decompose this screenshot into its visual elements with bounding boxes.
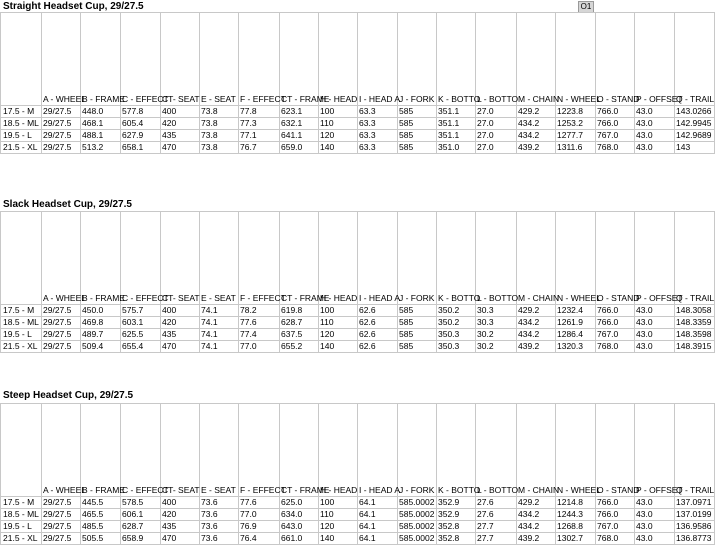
size-cell[interactable]: 18.5 - ML [1, 317, 42, 329]
data-cell[interactable]: 434.2 [517, 118, 556, 130]
data-cell[interactable]: 62.6 [358, 341, 398, 353]
header-cell[interactable]: CT- SEAT [161, 212, 200, 305]
data-cell[interactable]: 120 [319, 329, 358, 341]
table-row [1, 317, 715, 329]
data-cell[interactable]: 658.1 [121, 142, 161, 154]
data-cell[interactable]: 585 [398, 329, 437, 341]
data-cell[interactable]: 632.1 [280, 118, 319, 130]
table-row [1, 509, 715, 521]
data-cell[interactable]: 505.5 [81, 533, 121, 545]
data-cell[interactable]: 445.5 [81, 497, 121, 509]
section-title-steep: Steep Headset Cup, 29/27.5 [3, 390, 134, 401]
data-cell[interactable]: 43.0 [635, 118, 675, 130]
header-cell[interactable]: O - STAND [596, 212, 635, 305]
data-cell[interactable]: 434.2 [517, 317, 556, 329]
header-cell[interactable]: B - FRAME [81, 13, 121, 106]
data-cell[interactable]: 100 [319, 497, 358, 509]
data-cell[interactable]: 585.0002 [398, 509, 437, 521]
data-cell[interactable]: 29/27.5 [42, 497, 81, 509]
header-cell[interactable]: A - WHEEL [42, 212, 81, 305]
data-cell[interactable]: 100 [319, 106, 358, 118]
data-cell[interactable]: 400 [161, 106, 200, 118]
data-cell[interactable]: 27.0 [476, 142, 517, 154]
data-cell[interactable]: 74.1 [200, 305, 239, 317]
data-cell[interactable]: 77.8 [239, 106, 280, 118]
data-cell[interactable]: 768.0 [596, 142, 635, 154]
data-cell[interactable]: 148.3598 [675, 329, 715, 341]
header-cell[interactable]: F - EFFECT [239, 212, 280, 305]
table-row [1, 142, 715, 154]
data-cell[interactable]: 766.0 [596, 118, 635, 130]
data-cell[interactable]: 643.0 [280, 521, 319, 533]
data-cell[interactable]: 625.5 [121, 329, 161, 341]
data-cell[interactable]: 420 [161, 118, 200, 130]
data-cell[interactable]: 27.6 [476, 509, 517, 521]
data-cell[interactable]: 606.1 [121, 509, 161, 521]
data-cell[interactable]: 76.9 [239, 521, 280, 533]
data-cell[interactable]: 768.0 [596, 533, 635, 545]
header-cell[interactable]: I - HEAD A [358, 212, 398, 305]
data-cell[interactable]: 628.7 [121, 521, 161, 533]
data-cell[interactable]: 30.3 [476, 317, 517, 329]
data-cell[interactable]: 64.1 [358, 533, 398, 545]
data-cell[interactable]: 603.1 [121, 317, 161, 329]
data-cell[interactable]: 429.2 [517, 106, 556, 118]
data-cell[interactable]: 352.9 [437, 509, 476, 521]
data-cell[interactable]: 63.3 [358, 118, 398, 130]
data-cell[interactable]: 43.0 [635, 533, 675, 545]
data-cell[interactable]: 661.0 [280, 533, 319, 545]
header-cell[interactable]: J - FORK [398, 404, 437, 497]
data-cell[interactable]: 110 [319, 118, 358, 130]
table-row [1, 118, 715, 130]
size-cell[interactable]: 19.5 - L [1, 130, 42, 142]
data-cell[interactable]: 450.0 [81, 305, 121, 317]
data-cell[interactable]: 120 [319, 521, 358, 533]
data-cell[interactable]: 435 [161, 130, 200, 142]
size-cell[interactable]: 19.5 - L [1, 329, 42, 341]
data-cell[interactable]: 465.5 [81, 509, 121, 521]
header-cell[interactable]: Q - TRAIL [675, 13, 715, 106]
header-row [1, 404, 715, 497]
data-cell[interactable]: 351.1 [437, 118, 476, 130]
data-cell[interactable]: 658.9 [121, 533, 161, 545]
header-cell[interactable]: N - WHEEL [556, 212, 596, 305]
data-cell[interactable]: 767.0 [596, 329, 635, 341]
header-cell[interactable]: H - HEAD [319, 13, 358, 106]
data-cell[interactable]: 585 [398, 130, 437, 142]
header-cell[interactable]: P - OFFSET [635, 212, 675, 305]
data-cell[interactable]: 434.2 [517, 130, 556, 142]
data-cell[interactable]: 29/27.5 [42, 329, 81, 341]
data-cell[interactable]: 78.2 [239, 305, 280, 317]
header-cell[interactable]: O - STAND [596, 404, 635, 497]
data-cell[interactable]: 77.6 [239, 497, 280, 509]
header-cell[interactable]: A - WHEEL [42, 13, 81, 106]
data-cell[interactable]: 585.0002 [398, 533, 437, 545]
data-cell[interactable]: 623.1 [280, 106, 319, 118]
data-cell[interactable]: 43.0 [635, 497, 675, 509]
header-cell[interactable]: CT- SEAT [161, 13, 200, 106]
data-cell[interactable]: 1261.9 [556, 317, 596, 329]
data-cell[interactable]: 74.1 [200, 329, 239, 341]
header-cell[interactable]: H - HEAD [319, 404, 358, 497]
data-cell[interactable]: 76.7 [239, 142, 280, 154]
data-cell[interactable]: 627.9 [121, 130, 161, 142]
data-cell[interactable]: 1311.6 [556, 142, 596, 154]
data-cell[interactable]: 29/27.5 [42, 142, 81, 154]
data-cell[interactable]: 76.4 [239, 533, 280, 545]
data-cell[interactable]: 77.0 [239, 509, 280, 521]
data-cell[interactable]: 73.8 [200, 142, 239, 154]
data-cell[interactable]: 1253.2 [556, 118, 596, 130]
data-cell[interactable]: 73.6 [200, 533, 239, 545]
data-cell[interactable]: 140 [319, 341, 358, 353]
data-cell[interactable]: 63.3 [358, 142, 398, 154]
data-cell[interactable]: 434.2 [517, 509, 556, 521]
data-cell[interactable]: 140 [319, 533, 358, 545]
size-cell[interactable]: 21.5 - XL [1, 533, 42, 545]
header-cell[interactable]: H - HEAD [319, 212, 358, 305]
header-cell[interactable]: C - EFFECT [121, 13, 161, 106]
table-row [1, 329, 715, 341]
data-cell[interactable]: 143.0266 [675, 106, 715, 118]
data-cell[interactable]: 485.5 [81, 521, 121, 533]
data-cell[interactable]: 1223.8 [556, 106, 596, 118]
table-row [1, 106, 715, 118]
data-cell[interactable]: 352.8 [437, 521, 476, 533]
data-cell[interactable]: 585 [398, 142, 437, 154]
header-cell[interactable]: O - STAND [596, 13, 635, 106]
header-cell[interactable]: M - CHAIN [517, 212, 556, 305]
data-cell[interactable]: 63.3 [358, 130, 398, 142]
header-cell[interactable]: L - BOTTO [476, 212, 517, 305]
header-cell[interactable]: E - SEAT [200, 13, 239, 106]
data-cell[interactable]: 136.8773 [675, 533, 715, 545]
data-cell[interactable]: 148.3359 [675, 317, 715, 329]
data-cell[interactable]: 43.0 [635, 130, 675, 142]
data-cell[interactable]: 352.8 [437, 533, 476, 545]
header-cell[interactable]: I - HEAD A [358, 13, 398, 106]
data-cell[interactable]: 766.0 [596, 106, 635, 118]
data-cell[interactable]: 62.6 [358, 305, 398, 317]
data-cell[interactable]: 400 [161, 305, 200, 317]
data-cell[interactable]: 470 [161, 533, 200, 545]
data-cell[interactable]: 655.2 [280, 341, 319, 353]
data-cell[interactable]: 1320.3 [556, 341, 596, 353]
size-cell[interactable]: 17.5 - M [1, 497, 42, 509]
size-cell[interactable]: 18.5 - ML [1, 118, 42, 130]
data-cell[interactable]: 435 [161, 521, 200, 533]
table-row [1, 130, 715, 142]
header-cell[interactable]: CT - FRAME [280, 13, 319, 106]
data-cell[interactable]: 120 [319, 130, 358, 142]
data-cell[interactable]: 137.0199 [675, 509, 715, 521]
data-cell[interactable]: 140 [319, 142, 358, 154]
data-cell[interactable]: 1244.3 [556, 509, 596, 521]
data-cell[interactable]: 352.9 [437, 497, 476, 509]
header-row [1, 13, 715, 106]
data-cell[interactable]: 73.8 [200, 106, 239, 118]
section-title-straight: Straight Headset Cup, 29/27.5 [3, 1, 144, 12]
data-cell[interactable]: 143 [675, 142, 715, 154]
data-cell[interactable]: 641.1 [280, 130, 319, 142]
data-cell[interactable]: 619.8 [280, 305, 319, 317]
header-cell[interactable]: P - OFFSET [635, 13, 675, 106]
data-cell[interactable]: 350.3 [437, 329, 476, 341]
data-cell[interactable]: 74.1 [200, 317, 239, 329]
data-cell[interactable]: 1268.8 [556, 521, 596, 533]
data-cell[interactable]: 585 [398, 106, 437, 118]
data-cell[interactable]: 62.6 [358, 329, 398, 341]
data-cell[interactable]: 766.0 [596, 317, 635, 329]
header-cell[interactable]: B - FRAME [81, 404, 121, 497]
data-cell[interactable]: 350.2 [437, 305, 476, 317]
data-cell[interactable]: 766.0 [596, 305, 635, 317]
header-cell[interactable]: K - BOTTO [437, 212, 476, 305]
data-cell[interactable]: 74.1 [200, 341, 239, 353]
data-cell[interactable]: 29/27.5 [42, 305, 81, 317]
data-cell[interactable]: 27.0 [476, 130, 517, 142]
size-cell[interactable]: 17.5 - M [1, 305, 42, 317]
data-cell[interactable]: 29/27.5 [42, 521, 81, 533]
header-cell[interactable]: L - BOTTO [476, 404, 517, 497]
data-cell[interactable]: 585.0002 [398, 497, 437, 509]
data-cell[interactable]: 110 [319, 317, 358, 329]
header-row [1, 212, 715, 305]
data-cell[interactable]: 27.7 [476, 521, 517, 533]
data-cell[interactable]: 77.6 [239, 317, 280, 329]
table-row [1, 341, 715, 353]
data-cell[interactable]: 488.1 [81, 130, 121, 142]
data-cell[interactable]: 420 [161, 317, 200, 329]
header-cell[interactable]: A - WHEEL [42, 404, 81, 497]
data-cell[interactable]: 62.6 [358, 317, 398, 329]
data-cell[interactable]: 577.8 [121, 106, 161, 118]
data-cell[interactable]: 766.0 [596, 509, 635, 521]
data-cell[interactable]: 43.0 [635, 509, 675, 521]
header-cell[interactable]: P - OFFSET [635, 404, 675, 497]
size-cell[interactable]: 21.5 - XL [1, 142, 42, 154]
data-cell[interactable]: 575.7 [121, 305, 161, 317]
data-cell[interactable]: 767.0 [596, 521, 635, 533]
data-cell[interactable]: 29/27.5 [42, 317, 81, 329]
data-cell[interactable]: 439.2 [517, 341, 556, 353]
data-cell[interactable]: 578.5 [121, 497, 161, 509]
data-cell[interactable]: 43.0 [635, 521, 675, 533]
data-cell[interactable]: 73.6 [200, 521, 239, 533]
data-cell[interactable]: 768.0 [596, 341, 635, 353]
header-cell[interactable]: F - EFFECT [239, 13, 280, 106]
data-cell[interactable]: 435 [161, 329, 200, 341]
section-title-slack: Slack Headset Cup, 29/27.5 [3, 199, 132, 210]
header-cell[interactable] [1, 404, 42, 497]
data-cell[interactable]: 43.0 [635, 341, 675, 353]
data-cell[interactable]: 27.7 [476, 533, 517, 545]
header-cell[interactable]: K - BOTTO [437, 404, 476, 497]
data-cell[interactable]: 27.0 [476, 118, 517, 130]
data-cell[interactable]: 73.8 [200, 130, 239, 142]
geometry-table-steep [0, 403, 715, 545]
header-cell[interactable]: I - HEAD A [358, 404, 398, 497]
data-cell[interactable]: 77.3 [239, 118, 280, 130]
data-cell[interactable]: 509.4 [81, 341, 121, 353]
data-cell[interactable]: 429.2 [517, 497, 556, 509]
data-cell[interactable]: 1286.4 [556, 329, 596, 341]
data-cell[interactable]: 439.2 [517, 533, 556, 545]
data-cell[interactable]: 350.3 [437, 341, 476, 353]
data-cell[interactable]: 434.2 [517, 329, 556, 341]
data-cell[interactable]: 73.6 [200, 497, 239, 509]
table-row [1, 533, 715, 545]
data-cell[interactable]: 30.2 [476, 329, 517, 341]
table-row [1, 521, 715, 533]
data-cell[interactable]: 1214.8 [556, 497, 596, 509]
data-cell[interactable]: 142.9689 [675, 130, 715, 142]
data-cell[interactable]: 64.1 [358, 497, 398, 509]
header-cell[interactable] [1, 13, 42, 106]
data-cell[interactable]: 429.2 [517, 305, 556, 317]
data-cell[interactable]: 637.5 [280, 329, 319, 341]
data-cell[interactable]: 30.3 [476, 305, 517, 317]
data-cell[interactable]: 29/27.5 [42, 509, 81, 521]
data-cell[interactable]: 470 [161, 341, 200, 353]
header-cell[interactable]: M - CHAIN [517, 404, 556, 497]
data-cell[interactable]: 350.2 [437, 317, 476, 329]
geometry-table-slack [0, 211, 715, 353]
data-cell[interactable]: 625.0 [280, 497, 319, 509]
size-cell[interactable]: 17.5 - M [1, 106, 42, 118]
header-cell[interactable]: B - FRAME [81, 212, 121, 305]
data-cell[interactable]: 29/27.5 [42, 118, 81, 130]
cell-marker[interactable]: O1 [578, 1, 594, 13]
data-cell[interactable]: 469.8 [81, 317, 121, 329]
data-cell[interactable]: 400 [161, 497, 200, 509]
header-cell[interactable]: K - BOTTO [437, 13, 476, 106]
data-cell[interactable]: 1277.7 [556, 130, 596, 142]
data-cell[interactable]: 351.0 [437, 142, 476, 154]
header-cell[interactable]: E - SEAT [200, 212, 239, 305]
data-cell[interactable]: 77.4 [239, 329, 280, 341]
data-cell[interactable]: 29/27.5 [42, 341, 81, 353]
header-cell[interactable]: CT - FRAME [280, 404, 319, 497]
data-cell[interactable]: 434.2 [517, 521, 556, 533]
data-cell[interactable]: 628.7 [280, 317, 319, 329]
data-cell[interactable]: 605.4 [121, 118, 161, 130]
data-cell[interactable]: 29/27.5 [42, 533, 81, 545]
header-cell[interactable]: N - WHEEL [556, 404, 596, 497]
header-cell[interactable]: Q - TRAIL [675, 212, 715, 305]
data-cell[interactable]: 43.0 [635, 142, 675, 154]
header-cell[interactable]: CT - FRAME [280, 212, 319, 305]
header-cell[interactable] [1, 212, 42, 305]
data-cell[interactable]: 64.1 [358, 509, 398, 521]
data-cell[interactable]: 1302.7 [556, 533, 596, 545]
data-cell[interactable]: 77.1 [239, 130, 280, 142]
data-cell[interactable]: 489.7 [81, 329, 121, 341]
size-cell[interactable]: 21.5 - XL [1, 341, 42, 353]
table-row [1, 305, 715, 317]
data-cell[interactable]: 64.1 [358, 521, 398, 533]
data-cell[interactable]: 30.2 [476, 341, 517, 353]
data-cell[interactable]: 659.0 [280, 142, 319, 154]
header-cell[interactable]: CT- SEAT [161, 404, 200, 497]
data-cell[interactable]: 420 [161, 509, 200, 521]
data-cell[interactable]: 63.3 [358, 106, 398, 118]
data-cell[interactable]: 29/27.5 [42, 106, 81, 118]
data-cell[interactable]: 351.1 [437, 130, 476, 142]
data-cell[interactable]: 148.3915 [675, 341, 715, 353]
data-cell[interactable]: 43.0 [635, 329, 675, 341]
header-cell[interactable]: J - FORK [398, 212, 437, 305]
data-cell[interactable]: 77.0 [239, 341, 280, 353]
header-cell[interactable]: J - FORK [398, 13, 437, 106]
table-row [1, 497, 715, 509]
header-cell[interactable]: L - BOTTO [476, 13, 517, 106]
header-cell[interactable]: C - EFFECT [121, 212, 161, 305]
geometry-table-straight [0, 12, 715, 154]
data-cell[interactable]: 585 [398, 341, 437, 353]
header-cell[interactable]: F - EFFECT [239, 404, 280, 497]
data-cell[interactable]: 655.4 [121, 341, 161, 353]
data-cell[interactable]: 43.0 [635, 305, 675, 317]
data-cell[interactable]: 468.1 [81, 118, 121, 130]
header-cell[interactable]: C - EFFECT [121, 404, 161, 497]
header-cell[interactable]: N - WHEEL [556, 13, 596, 106]
data-cell[interactable]: 43.0 [635, 317, 675, 329]
data-cell[interactable]: 585 [398, 305, 437, 317]
data-cell[interactable]: 767.0 [596, 130, 635, 142]
data-cell[interactable]: 513.2 [81, 142, 121, 154]
data-cell[interactable]: 634.0 [280, 509, 319, 521]
data-cell[interactable]: 136.9586 [675, 521, 715, 533]
header-cell[interactable]: Q - TRAIL [675, 404, 715, 497]
data-cell[interactable]: 351.1 [437, 106, 476, 118]
data-cell[interactable]: 585.0002 [398, 521, 437, 533]
data-cell[interactable]: 148.3058 [675, 305, 715, 317]
data-cell[interactable]: 142.9945 [675, 118, 715, 130]
data-cell[interactable]: 73.8 [200, 118, 239, 130]
data-cell[interactable]: 27.0 [476, 106, 517, 118]
size-cell[interactable]: 19.5 - L [1, 521, 42, 533]
data-cell[interactable]: 27.6 [476, 497, 517, 509]
header-cell[interactable]: M - CHAIN [517, 13, 556, 106]
data-cell[interactable]: 448.0 [81, 106, 121, 118]
data-cell[interactable]: 585 [398, 118, 437, 130]
data-cell[interactable]: 766.0 [596, 497, 635, 509]
data-cell[interactable]: 585 [398, 317, 437, 329]
data-cell[interactable]: 470 [161, 142, 200, 154]
data-cell[interactable]: 439.2 [517, 142, 556, 154]
data-cell[interactable]: 73.6 [200, 509, 239, 521]
data-cell[interactable]: 137.0971 [675, 497, 715, 509]
data-cell[interactable]: 110 [319, 509, 358, 521]
data-cell[interactable]: 43.0 [635, 106, 675, 118]
header-cell[interactable]: E - SEAT [200, 404, 239, 497]
data-cell[interactable]: 1232.4 [556, 305, 596, 317]
data-cell[interactable]: 100 [319, 305, 358, 317]
size-cell[interactable]: 18.5 - ML [1, 509, 42, 521]
data-cell[interactable]: 29/27.5 [42, 130, 81, 142]
